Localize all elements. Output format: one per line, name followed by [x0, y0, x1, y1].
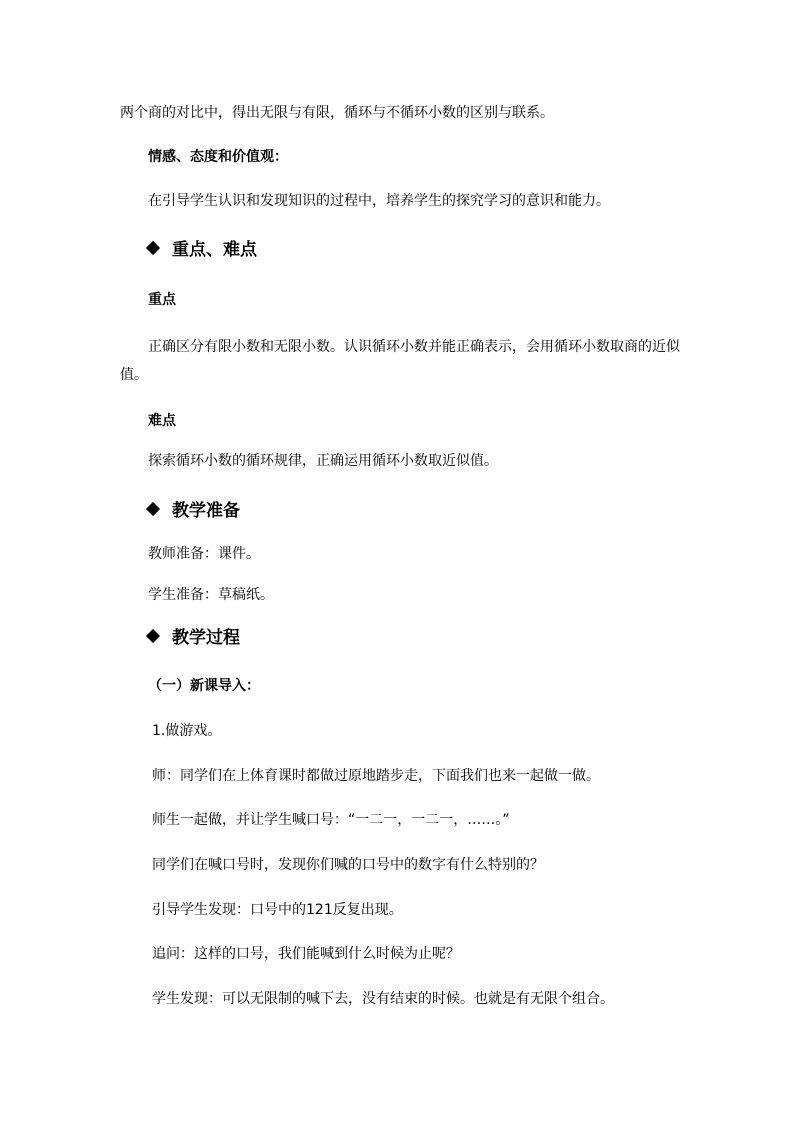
body-text-line: 学生准备：草稿纸。 [148, 587, 274, 603]
body-text-line: 追问：这样的口号，我们能喊到什么时候为止呢？ [152, 946, 460, 962]
body-text-line: 在引导学生认识和发现知识的过程中，培养学生的探究学习的意识和能力。 [148, 193, 610, 209]
body-text-line: 探索循环小数的循环规律，正确运用循环小数取近似值。 [148, 453, 498, 469]
body-text-line: 值。 [120, 367, 148, 383]
body-text-line: 两个商的对比中，得出无限与有限，循环与不循环小数的区别与联系。 [120, 105, 554, 121]
diamond-bullet-icon [146, 629, 160, 643]
body-text-line: 师：同学们在上体育课时都做过原地踏步走，下面我们也来一起做一做。 [152, 768, 600, 784]
subheading-affective: 情感、态度和价值观： [148, 149, 288, 165]
section-heading-keypoints [148, 238, 257, 262]
subheading-key-point: 重点 [148, 292, 176, 308]
section-heading-process [148, 626, 240, 650]
diamond-bullet-icon [146, 502, 160, 516]
section-heading-preparation [148, 499, 240, 523]
body-text-line: 师生一起做，并让学生喊口号：“一二一，一二一，……。” [152, 812, 510, 828]
body-text-line: 正确区分有限小数和无限小数。认识循环小数并能正确表示，会用循环小数取商的近似 [148, 339, 680, 355]
diamond-bullet-icon [146, 241, 160, 255]
body-text-line: 教师准备：课件。 [148, 546, 260, 562]
subheading-difficulty: 难点 [148, 413, 176, 429]
subheading-new-lesson-intro: （一）新课导入： [148, 678, 260, 694]
body-text-line: 同学们在喊口号时，发现你们喊的口号中的数字有什么特别的？ [152, 857, 544, 873]
body-text-line: 引导学生发现：口号中的121反复出现。 [152, 902, 403, 918]
section-heading-text: 重点、难点 [172, 240, 257, 260]
section-heading-text: 教学过程 [172, 628, 240, 648]
section-heading-text: 教学准备 [172, 501, 240, 521]
body-text-line: 1.做游戏。 [152, 723, 222, 739]
body-text-line: 学生发现：可以无限制的喊下去，没有结束的时候。也就是有无限个组合。 [152, 991, 614, 1007]
